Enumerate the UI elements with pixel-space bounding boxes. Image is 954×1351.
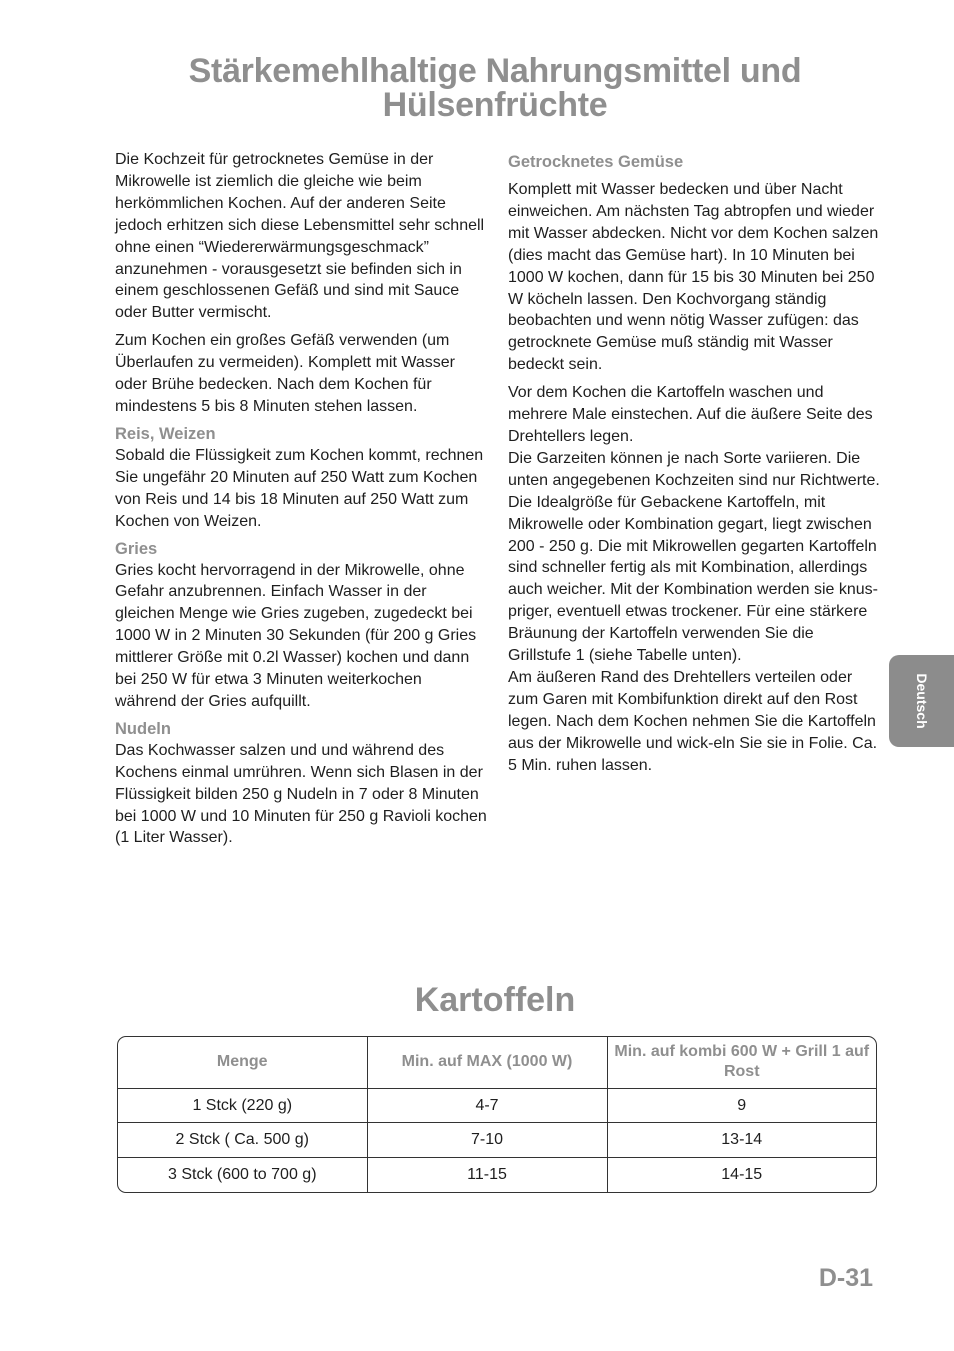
page-title-line1: Stärkemehlhaltige Nahrungsmittel und — [188, 52, 802, 90]
gries-heading: Gries — [115, 539, 158, 558]
right-column — [508, 151, 880, 776]
reis-heading: Reis, Weizen — [115, 424, 216, 443]
table-row — [118, 1088, 876, 1123]
table-cell: 11-15 — [367, 1158, 607, 1192]
kartoffel-paragraph-3: Am äußeren Rand des Drehtellers verteilen oder zum Garen mit Kombifunktion direkt auf den Rost legen. Nach dem Kochen nehmen Sie die Kartoffeln aus der Mikrowelle und wick-eln Sie sie in Folie. Ca. 5 Min. ruhen lassen. — [508, 668, 878, 774]
kartoffel-paragraph-1: Vor dem Kochen die Kartoffeln waschen und mehrere Male einstechen. Auf die äußere Seite des Drehtellers legen. — [508, 384, 873, 445]
header-max: Min. auf MAX (1000 W) — [367, 1037, 607, 1088]
nudeln-text: Das Kochwasser salzen und und während des Kochens einmal umrühren. Wenn sich Blasen in der Flüssigkeit bilden 250 g Nudeln in 7 oder 8 Minuten bei 1000 W und 10 Minuten für 250 g Ravioli kochen (1 Liter Wasser). — [115, 741, 487, 847]
nudeln-heading: Nudeln — [115, 719, 171, 738]
gries-text: Gries kocht hervorragend in der Mikrowelle, ohne Gefahr anzubrennen. Einfach Wasser in der gleichen Menge wie Gries zugeben, zugedeckt bei 1000 W in 2 Minuten 30 Sekunden (für 200 g Gries mittlerer Größe mit 0.2l Wasser) kochen und dann bei 250 W für etwa 3 Minuten weiterkochen während der Gries aufquillt. — [115, 561, 477, 710]
page-title-line2: Hülsenfrüchte — [382, 86, 608, 124]
table-header-row — [118, 1037, 876, 1088]
table-cell: 14-15 — [607, 1158, 876, 1192]
header-menge: Menge — [118, 1037, 367, 1088]
reis-text: Sobald die Flüssigkeit zum Kochen kommt, rechnen Sie ungefähr 20 Minuten auf 250 Watt zum Kochen von Reis und 14 bis 18 Minuten auf 250 Watt zum Kochen von Weizen. — [115, 446, 484, 530]
table-row — [118, 1123, 876, 1158]
kartoffel-paragraph-2: Die Garzeiten können je nach Sorte variieren. Die unten angegebenen Kochzeiten sind nur Richtwerte. Die Idealgröße für Gebackene Kartoffeln, mit Mikrowelle oder Kombination gegart, liegt zwischen 200 - 250 g. Die mit Mikrowellen gegarten Kartoffeln sind schneller fertig als mit Kombination, allerdings auch weicher. Mit der Kombination werden sie knus-priger, eventuell etwas trockener. Für eine stärkere Bräunung der Kartoffeln verwenden Sie die Grillstufe 1 (siehe Tabelle unten). — [508, 449, 880, 665]
table-cell: 2 Stck ( Ca. 500 g) — [118, 1123, 367, 1158]
intro-paragraph-2: Zum Kochen ein großes Gefäß verwenden (um Überlaufen zu vermeiden). Komplett mit Wasser oder Brühe bedecken. Nach dem Kochen für mindestens 5 bis 8 Minuten stehen lassen. — [115, 332, 455, 415]
gemuese-text: Komplett mit Wasser bedecken und über Nacht einweichen. Am nächsten Tag abtropfen und wieder mit Wasser abdecken. Nicht vor dem Kochen salzen (dies macht das Gemüse hart). In 10 Minuten bei 1000 W kochen, dann für 15 bis 30 Minuten bei 250 W köcheln lassen. Den Kochvorgang ständig beobachten und wenn nötig Wasser zufügen: das getrocknete Gemüse muß ständig mit Wasser bedeckt sein. — [508, 181, 879, 374]
table-cell: 1 Stck (220 g) — [118, 1088, 367, 1123]
table-cell: 3 Stck (600 to 700 g) — [118, 1158, 367, 1192]
kartoffeln-title: Kartoffeln — [414, 981, 576, 1019]
page-title — [0, 54, 954, 122]
table-row — [118, 1158, 876, 1192]
page-number: D-31 — [818, 1264, 873, 1292]
header-kombi: Min. auf kombi 600 W + Grill 1 auf Rost — [607, 1037, 876, 1088]
language-side-tab — [889, 655, 954, 747]
table-cell: 4-7 — [367, 1088, 607, 1123]
table-cell: 13-14 — [607, 1123, 876, 1158]
side-tab-label: Deutsch — [913, 673, 930, 729]
table-cell: 9 — [607, 1088, 876, 1123]
table-cell: 7-10 — [367, 1123, 607, 1158]
gemuese-heading: Getrocknetes Gemüse — [508, 153, 684, 171]
kartoffeln-table — [117, 1036, 877, 1193]
intro-paragraph-1: Die Kochzeit für getrocknetes Gemüse in der Mikrowelle ist ziemlich die gleiche wie beim herkömmlichen Kochen. Auf der anderen Seite jedoch erhitzen sich diese Lebensmittel sehr schnell ohne einen “Wiedererwärmungsgeschmack” anzunehmen - vorausgesetzt sie befinden sich in einem geschlossenen Gefäß und sind mit Sauce oder Butter vermischt. — [115, 151, 485, 322]
left-column — [115, 149, 487, 849]
